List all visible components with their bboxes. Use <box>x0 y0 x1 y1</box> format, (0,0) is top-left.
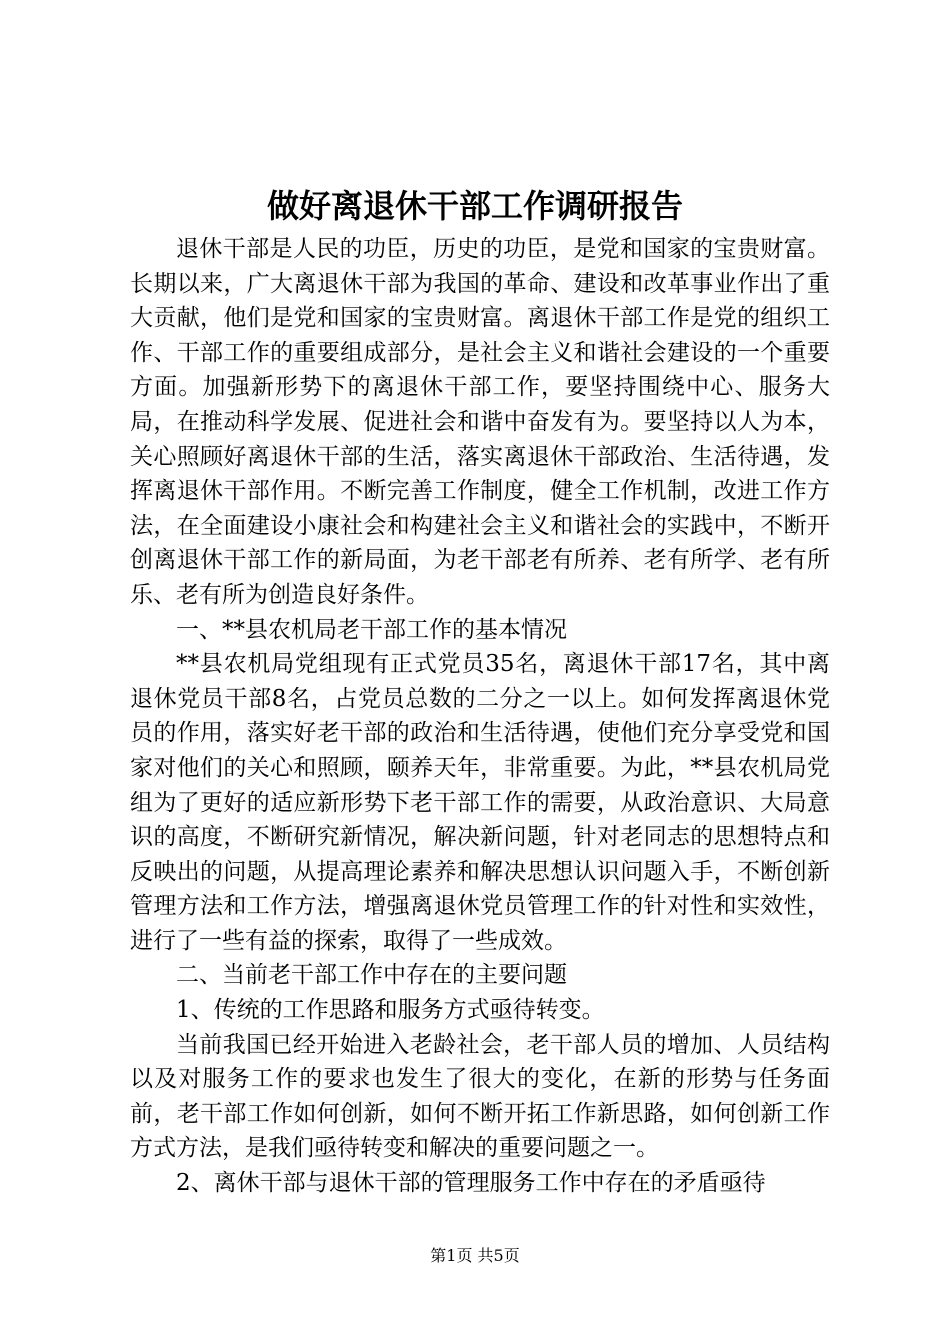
document-body <box>130 232 830 1201</box>
subheading-1: 1、传统的工作思路和服务方式亟待转变。 <box>176 997 605 1024</box>
paragraph-intro: 退休干部是人民的功臣，历史的功臣，是党和国家的宝贵财富。长期以来，广大离退休干部为我国的革命、建设和改革事业作出了重大贡献，他们是党和国家的宝贵财富。离退休干部工作是党的组织工作、干部工作的重要组成部分，是社会主义和谐社会建设的一个重要方面。加强新形势下的离退休干部工作，要坚持围绕中心、服务大局，在推动科学发展、促进社会和谐中奋发有为。要坚持以人为本，关心照顾好离退休干部的生活，落实离退休干部政治、生活待遇，发挥离退休干部作用。不断完善工作制度，健全工作机制，改进工作方法，在全面建设小康社会和构建社会主义和谐社会的实践中，不断开创离退休干部工作的新局面，为老干部老有所养、老有所学、老有所乐、老有所为创造良好条件。 <box>130 236 830 608</box>
section-heading-1: 一、**县农机局老干部工作的基本情况 <box>176 616 567 643</box>
section-heading-2: 二、当前老干部工作中存在的主要问题 <box>176 962 567 989</box>
paragraph-problem-1: 当前我国已经开始进入老龄社会，老干部人员的增加、人员结构以及对服务工作的要求也发生了很大的变化，在新的形势与任务面前，老干部工作如何创新，如何不断开拓工作新思路，如何创新工作方式方法，是我们亟待转变和解决的重要问题之一。 <box>130 1031 830 1162</box>
document-title: 做好离退休干部工作调研报告 <box>266 187 683 225</box>
subheading-2: 2、离休干部与退休干部的管理服务工作中存在的矛盾亟待 <box>176 1170 766 1197</box>
paragraph-basic-situation: **县农机局党组现有正式党员35名，离退休干部17名，其中离退休党员干部8名，占党员总数的二分之一以上。如何发挥离退休党员的作用，落实好老干部的政治和生活待遇，使他们充分享受党和国家对他们的关心和照顾，颐养天年，非常重要。为此，**县农机局党组为了更好的适应新形势下老干部工作的需要，从政治意识、大局意识的高度，不断研究新情况，解决新问题，针对老同志的思想特点和反映出的问题，从提高理论素养和解决思想认识问题入手，不断创新管理方法和工作方法，增强离退休党员管理工作的针对性和实效性，进行了一些有益的探索，取得了一些成效。 <box>130 651 830 954</box>
page-footer: 第1页 共5页 <box>430 1246 520 1265</box>
